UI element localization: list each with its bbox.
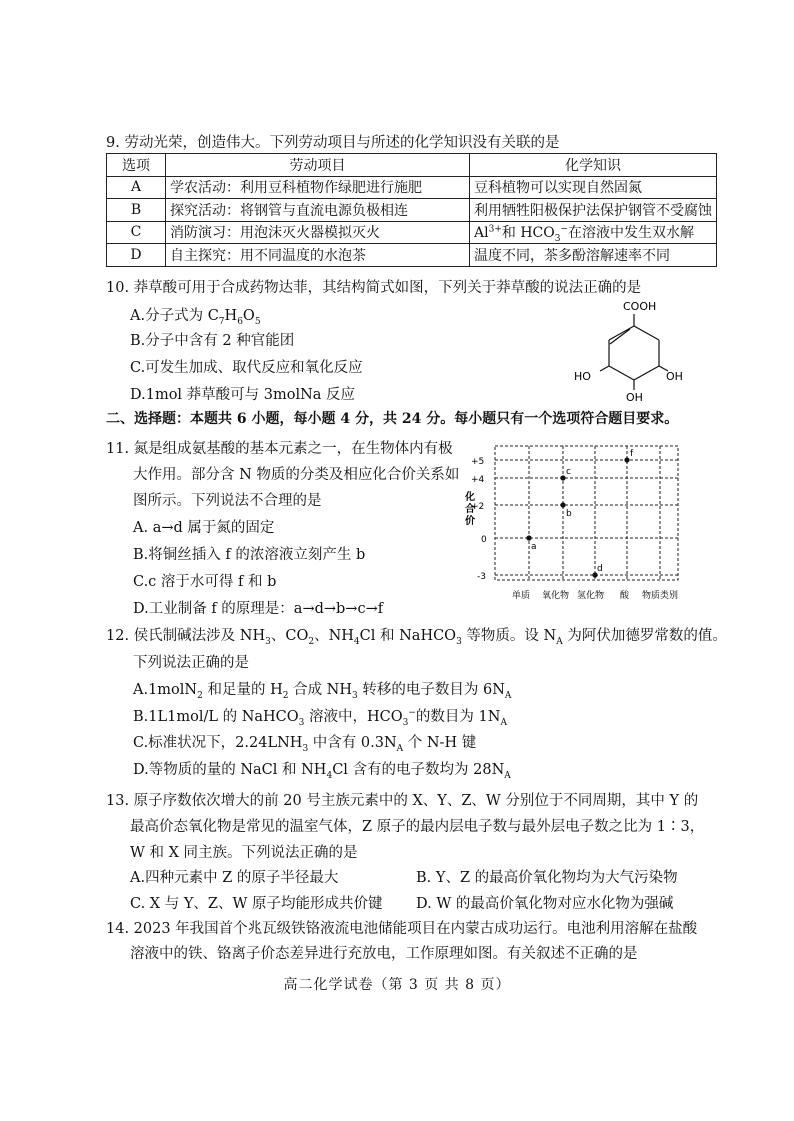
valence-chart	[455, 440, 695, 610]
y-axis-label: 化合价	[465, 492, 475, 527]
q11-option-d: D.工业制备 f 的原理是：a→d→b→c→f	[133, 601, 384, 617]
row-option: C	[107, 221, 166, 244]
q10-option-a: A.分子式为 $C_7H_6O_5$	[130, 308, 261, 327]
q11-option-c: C.c 溶于水可得 f 和 b	[133, 574, 277, 590]
q11-line1: 11. 氮是组成氨基酸的基本元素之一，在生物体内有极	[106, 441, 453, 457]
point-f	[624, 457, 629, 462]
q10-stem: 10. 莽草酸可用于合成药物达菲，其结构简式如图，下列关于莽草酸的说法正确的是	[106, 280, 642, 296]
cooh-label: COOH	[623, 300, 657, 313]
q12-option-b: B.1L1mol/L 的 NaHCO$_3$ 溶液中，$HCO_3^-$的数目为 $1N_A$	[133, 708, 507, 728]
q12-option-a: A.1molN$_2$ 和足量的 $H_2$ 合成 $NH_3$ 转移的电子数目为 $6N_A$	[133, 682, 512, 701]
x-category-label: 酸	[620, 591, 630, 601]
x-category-label: 单质	[512, 591, 531, 601]
y-tick-label: +4	[471, 475, 485, 485]
q12-line2: 下列说法正确的是	[133, 655, 249, 671]
table-row	[107, 244, 717, 267]
header-chem: 化学知识	[470, 154, 717, 177]
row-chem: 温度不同，茶多酚溶解速率不同	[470, 244, 717, 267]
row-labor: 学农活动：利用豆科植物作绿肥进行施肥	[166, 176, 470, 199]
row-option: D	[107, 244, 166, 267]
q13-line1: 13. 原子序数依次增大的前 20 号主族元素中的 X、Y、Z、W 分别位于不同周期，其中 Y 的	[106, 793, 699, 809]
table-header-row	[107, 154, 717, 177]
point-label-b: b	[566, 509, 572, 519]
q13-option-b: B. Y、Z 的最高价氧化物均为大气污染物	[416, 870, 678, 886]
q13-line3: W 和 X 同主族。下列说法正确的是	[130, 845, 358, 861]
header-labor: 劳动项目	[166, 154, 470, 177]
q13-option-c: C. X 与 Y、Z、W 原子均能形成共价键	[130, 896, 383, 912]
row-chem: $Al^{3+}$和 $HCO_3^-$在溶液中发生双水解	[470, 221, 717, 244]
q13-line2: 最高价态氧化物是常见的温室气体，Z 原子的最内层电子数与最外层电子数之比为 1∶3，	[130, 819, 705, 835]
point-b	[560, 502, 565, 507]
table-row	[107, 176, 717, 199]
oh-right-label: OH	[666, 370, 683, 383]
oh-bottom-label: OH	[626, 391, 643, 404]
q11-line2: 大作用。部分含 N 物质的分类及相应化合价关系如	[133, 467, 460, 483]
point-a	[526, 535, 531, 540]
point-label-d: d	[597, 564, 603, 574]
q10-option-d: D.1mol 莽草酸可与 3molNa 反应	[130, 387, 356, 403]
q9-stem: 9. 劳动光荣，创造伟大。下列劳动项目与所述的化学知识没有关联的是	[106, 135, 560, 151]
table-row	[107, 199, 717, 222]
row-labor: 消防演习：用泡沫灭火器模拟灭火	[166, 221, 470, 244]
q13-option-a: A.四种元素中 Z 的原子半径最大	[130, 870, 339, 886]
row-labor: 探究活动：将钢管与直流电源负极相连	[166, 199, 470, 222]
table-row	[107, 221, 717, 244]
y-tick-label: -3	[477, 572, 486, 582]
page-footer: 高二化学试卷（第 3 页 共 8 页）	[283, 977, 511, 993]
point-label-c: c	[566, 467, 571, 477]
q14-line1: 14. 2023 年我国首个兆瓦级铁铬液流电池储能项目在内蒙古成功运行。电池利用溶解在盐酸	[106, 921, 698, 937]
q11-option-a: A. a→d 属于氮的固定	[133, 520, 275, 536]
ho-left-label: HO	[574, 370, 591, 383]
q12-line1: 12. 侯氏制碱法涉及 $NH_3$、$CO_2$、$NH_4Cl$ 和 NaHCO$_3$ 等物质。设 $N_A$ 为阿伏加德罗常数的值。	[106, 628, 727, 647]
x-category-label: 氧化物	[542, 591, 570, 601]
shikimic-acid-structure	[560, 296, 700, 404]
chart-grid	[495, 446, 678, 580]
q12-option-c: C.标准状况下，$2.24LNH_3$ 中含有 $0.3N_A$ 个 N-H 键	[133, 735, 477, 754]
q14-line2: 溶液中的铁、铬离子价态差异进行充放电，工作原理如图。有关叙述不正确的是	[130, 946, 638, 962]
x-category-label: 氢化物	[577, 591, 605, 601]
section-2-heading: 二、选择题：本题共 6 小题，每小题 4 分，共 24 分。每小题只有一个选项符合题目要求。	[106, 411, 679, 427]
point-label-f: f	[630, 449, 634, 459]
point-label-a: a	[531, 542, 537, 552]
point-c	[560, 475, 565, 480]
q9-table	[106, 153, 717, 267]
q10-option-c: C.可发生加成、取代反应和氧化反应	[130, 360, 363, 376]
q10-option-b: B.分子中含有 2 种官能团	[130, 333, 295, 349]
x-axis-label: 物质类别	[642, 591, 679, 601]
q11-option-b: B.将铜丝插入 f 的浓溶液立刻产生 b	[133, 547, 366, 563]
q13-option-d: D. W 的最高价氧化物对应水化物为强碱	[416, 896, 674, 912]
row-option: A	[107, 176, 166, 199]
header-option: 选项	[107, 154, 166, 177]
row-option: B	[107, 199, 166, 222]
y-tick-label: 0	[481, 535, 487, 545]
q11-line3: 图所示。下列说法不合理的是	[133, 493, 322, 509]
q12-option-d: D.等物质的量的 NaCl 和 $NH_4Cl$ 含有的电子数均为 $28N_A$	[133, 762, 511, 781]
y-tick-label: +5	[471, 457, 485, 467]
row-chem: 利用牺牲阳极保护法保护钢管不受腐蚀	[470, 199, 717, 222]
row-labor: 自主探究：用不同温度的水泡茶	[166, 244, 470, 267]
row-chem: 豆科植物可以实现自然固氮	[470, 176, 717, 199]
y-tick-label: +2	[471, 502, 485, 512]
